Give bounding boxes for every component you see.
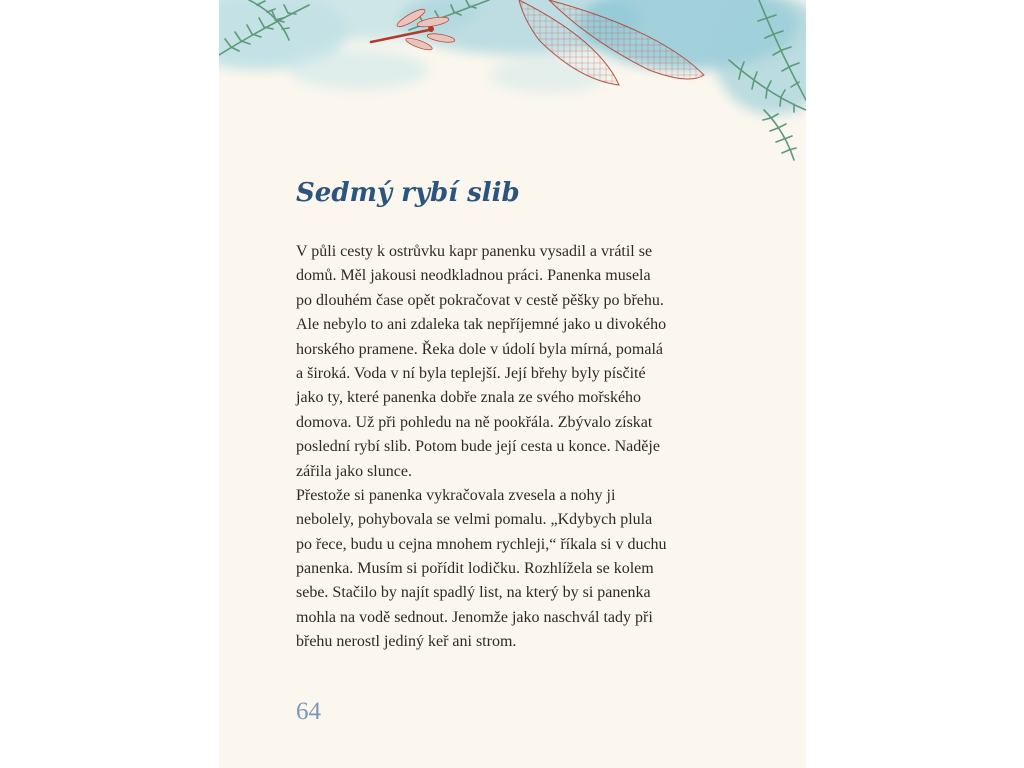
text-line: po řece, budu u cejna mnohem rychleji,“ říkala si v duchu	[296, 535, 667, 553]
page-number: 64	[296, 698, 321, 725]
text-line: mohla na vodě sednout. Jenomže jako naschvál tady při	[296, 608, 653, 626]
chapter-title: Sedmý rybí slib	[296, 178, 520, 208]
text-line: břehu nerostl jediný keř ani strom.	[296, 633, 517, 651]
text-line: poslední rybí slib. Potom bude její cesta u konce. Naděje	[296, 438, 660, 456]
text-line: jako ty, které panenka dobře znala ze svého mořského	[296, 389, 642, 407]
text-line: panenka. Musím si pořídit lodičku. Rozhlížela se kolem	[296, 560, 654, 578]
text-line: a široká. Voda v ní byla teplejší. Její břehy byly písčité	[296, 364, 646, 382]
text-line: Ale nebylo to ani zdaleka tak nepříjemné jako u divokého	[296, 316, 667, 334]
text-line: horského pramene. Řeka dole v údolí byla mírná, pomalá	[296, 340, 664, 358]
text-line: V půli cesty k ostrůvku kapr panenku vysadil a vrátil se	[296, 243, 653, 260]
book-page	[219, 0, 806, 768]
text-line: nebolely, pohybovala se velmi pomalu. „Kdybych plula	[296, 511, 653, 529]
body-text	[296, 240, 756, 655]
text-line: domů. Měl jakousi neodkladnou práci. Panenka musela	[296, 267, 651, 285]
text-line: Přestože si panenka vykračovala zvesela a nohy ji	[296, 486, 616, 504]
text-line: sebe. Stačilo by najít spadlý list, na který by si panenka	[296, 584, 651, 602]
text-line: zářila jako slunce.	[296, 462, 412, 480]
watercolor-wash	[219, 0, 806, 115]
text-line: po dlouhém čase opět pokračovat v cestě pěšky po břehu.	[296, 291, 664, 309]
text-line: domova. Už při pohledu na ně pookřála. Zbývalo získat	[296, 413, 653, 431]
header-illustration	[219, 0, 806, 170]
